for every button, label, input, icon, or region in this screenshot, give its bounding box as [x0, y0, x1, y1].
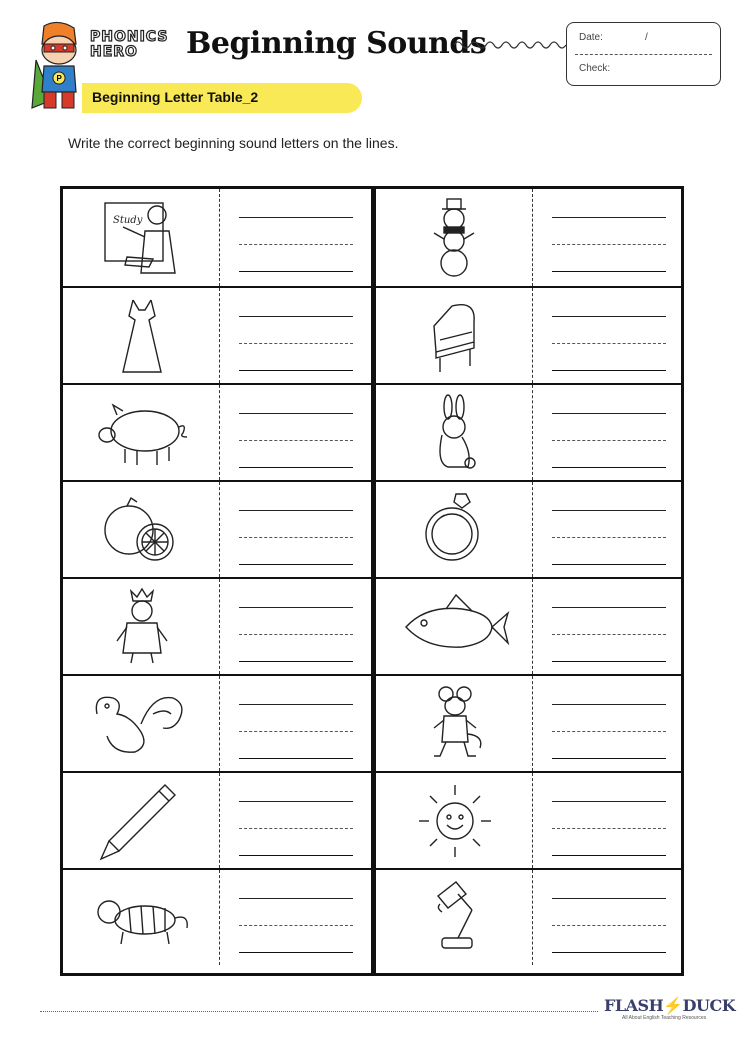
table-row	[63, 674, 681, 771]
table-cell	[63, 773, 371, 868]
lamp-icon	[396, 878, 514, 958]
worksheet-table	[60, 186, 684, 976]
lightning-bolt-icon: ⚡	[663, 996, 683, 1015]
page-title: Beginning Sounds	[186, 26, 487, 61]
table-cell	[376, 870, 684, 965]
line	[239, 413, 353, 414]
footer-dotted-line	[40, 1011, 598, 1012]
writing-lines[interactable]	[239, 288, 353, 383]
cell-divider	[219, 676, 220, 771]
cell-divider	[219, 385, 220, 480]
cell-divider	[532, 773, 533, 868]
writing-lines[interactable]	[239, 676, 353, 771]
writing-lines[interactable]	[239, 579, 353, 674]
table-cell	[63, 579, 371, 674]
piano-icon	[396, 296, 514, 376]
table-cell	[63, 870, 371, 965]
instructions: Write the correct beginning sound letters on the lines.	[68, 135, 399, 151]
table-cell	[376, 676, 684, 771]
line	[239, 564, 353, 565]
line	[552, 537, 666, 538]
teacher-icon	[83, 197, 201, 277]
line	[239, 801, 353, 802]
line	[552, 244, 666, 245]
line	[552, 704, 666, 705]
ring-icon	[396, 490, 514, 570]
mouse-icon	[396, 684, 514, 764]
writing-lines[interactable]	[552, 579, 666, 674]
line	[552, 564, 666, 565]
line	[552, 370, 666, 371]
king-icon	[83, 587, 201, 667]
line	[552, 316, 666, 317]
table-cell	[63, 288, 371, 383]
line	[239, 217, 353, 218]
line	[552, 413, 666, 414]
writing-lines[interactable]	[239, 385, 353, 480]
fish-icon	[396, 587, 514, 667]
pencil-icon	[83, 781, 201, 861]
table-cell	[376, 288, 684, 383]
table-cell	[63, 189, 371, 286]
cell-divider	[532, 189, 533, 286]
table-cell	[376, 579, 684, 674]
writing-lines[interactable]	[552, 676, 666, 771]
line	[239, 440, 353, 441]
cell-divider	[532, 288, 533, 383]
writing-lines[interactable]	[239, 870, 353, 965]
line	[552, 731, 666, 732]
writing-lines[interactable]	[239, 773, 353, 868]
writing-lines[interactable]	[552, 773, 666, 868]
orange-icon	[83, 490, 201, 570]
table-cell	[63, 676, 371, 771]
writing-lines[interactable]	[239, 482, 353, 577]
line	[239, 704, 353, 705]
sun-icon	[396, 781, 514, 861]
squirrel-icon	[83, 684, 201, 764]
logo-line1: PHONICS	[90, 29, 169, 45]
cell-divider	[219, 773, 220, 868]
line	[552, 855, 666, 856]
brand-left: FLASH	[604, 996, 664, 1015]
table-row	[63, 189, 681, 286]
line	[239, 244, 353, 245]
table-row	[63, 577, 681, 674]
line	[239, 607, 353, 608]
line	[552, 828, 666, 829]
phonics-hero-mascot-icon	[30, 20, 86, 112]
line	[239, 758, 353, 759]
line	[239, 467, 353, 468]
line	[239, 731, 353, 732]
line	[552, 952, 666, 953]
line	[239, 316, 353, 317]
cell-divider	[219, 288, 220, 383]
svg-text:P: P	[56, 74, 62, 83]
cell-divider	[219, 579, 220, 674]
line	[552, 801, 666, 802]
line	[552, 271, 666, 272]
line	[239, 661, 353, 662]
line	[239, 343, 353, 344]
line	[239, 271, 353, 272]
cell-divider	[219, 482, 220, 577]
line	[239, 828, 353, 829]
cell-divider	[532, 385, 533, 480]
brand-tagline: All About English Teaching Resources	[622, 1015, 707, 1021]
table-row	[63, 383, 681, 480]
writing-lines[interactable]	[239, 189, 353, 286]
decorative-squiggle-line	[454, 38, 566, 52]
line	[552, 440, 666, 441]
writing-lines[interactable]	[552, 870, 666, 965]
table-cell	[376, 773, 684, 868]
table-cell	[63, 385, 371, 480]
line	[552, 925, 666, 926]
table-row	[63, 286, 681, 383]
writing-lines[interactable]	[552, 288, 666, 383]
table-cell	[63, 482, 371, 577]
line	[239, 925, 353, 926]
cell-divider	[532, 870, 533, 965]
dress-icon	[83, 296, 201, 376]
board-text: Study	[113, 215, 143, 226]
phonics-hero-logo	[90, 30, 180, 70]
writing-lines[interactable]	[552, 385, 666, 480]
subtitle: Beginning Letter Table_2	[92, 89, 259, 105]
line	[552, 661, 666, 662]
date-slash: /	[645, 32, 648, 43]
table-row	[63, 480, 681, 577]
line	[552, 343, 666, 344]
cell-divider	[532, 482, 533, 577]
table-cell	[376, 189, 684, 286]
cell-divider	[532, 579, 533, 674]
line	[239, 634, 353, 635]
date-check-box	[566, 22, 721, 86]
pig-icon	[83, 393, 201, 473]
cell-divider	[532, 676, 533, 771]
cell-divider	[219, 870, 220, 965]
table-cell	[376, 385, 684, 480]
table-row	[63, 771, 681, 868]
line	[552, 510, 666, 511]
tiger-icon	[83, 878, 201, 958]
line	[552, 758, 666, 759]
line	[552, 217, 666, 218]
line	[239, 537, 353, 538]
snowman-icon	[396, 197, 514, 277]
line	[239, 510, 353, 511]
date-divider	[575, 54, 712, 55]
cell-divider	[219, 189, 220, 286]
line	[552, 898, 666, 899]
table-row	[63, 868, 681, 965]
logo-line2: HERO	[90, 44, 138, 60]
flash-duck-logo	[604, 996, 735, 1015]
rabbit-icon	[396, 393, 514, 473]
line	[552, 467, 666, 468]
line	[239, 898, 353, 899]
writing-lines[interactable]	[552, 189, 666, 286]
line	[239, 952, 353, 953]
check-label: Check:	[579, 63, 611, 74]
line	[552, 607, 666, 608]
line	[552, 634, 666, 635]
line	[239, 370, 353, 371]
date-label: Date:	[579, 32, 603, 43]
line	[239, 855, 353, 856]
table-cell	[376, 482, 684, 577]
writing-lines[interactable]	[552, 482, 666, 577]
brand-right: DUCK	[682, 996, 736, 1015]
